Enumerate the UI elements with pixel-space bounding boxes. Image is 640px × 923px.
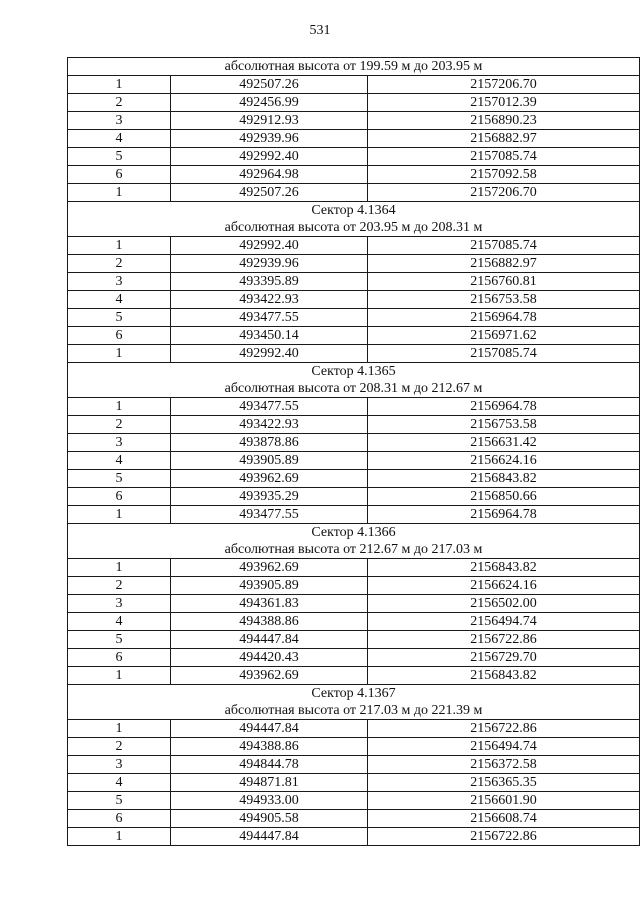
coordinate-x: 493878.86 [171, 434, 368, 452]
coordinate-y: 2156494.74 [368, 613, 640, 631]
coordinate-y: 2157085.74 [368, 237, 640, 255]
table-row [68, 792, 640, 810]
table-row [68, 94, 640, 112]
point-number: 6 [68, 649, 171, 667]
coordinate-y: 2156722.86 [368, 720, 640, 738]
point-number: 2 [68, 738, 171, 756]
coordinate-y: 2156722.86 [368, 631, 640, 649]
coordinate-y: 2156971.62 [368, 327, 640, 345]
coordinate-x: 494447.84 [171, 720, 368, 738]
point-number: 1 [68, 398, 171, 416]
coordinate-x: 494420.43 [171, 649, 368, 667]
coordinate-y: 2157206.70 [368, 76, 640, 94]
coordinate-x: 493962.69 [171, 667, 368, 685]
point-number: 4 [68, 130, 171, 148]
sector-altitude: абсолютная высота от 208.31 м до 212.67 м [224, 381, 483, 396]
point-number: 3 [68, 595, 171, 613]
sector-title: Сектор 4.1366 [311, 525, 396, 540]
coordinate-y: 2156601.90 [368, 792, 640, 810]
coordinate-x: 493477.55 [171, 309, 368, 327]
coordinate-x: 493422.93 [171, 416, 368, 434]
point-number: 1 [68, 184, 171, 202]
table-row [68, 273, 640, 291]
coordinate-x: 493477.55 [171, 506, 368, 524]
point-number: 4 [68, 291, 171, 309]
coordinate-y: 2156608.74 [368, 810, 640, 828]
coordinate-y: 2156631.42 [368, 434, 640, 452]
sector-altitude: абсолютная высота от 212.67 м до 217.03 м [224, 542, 483, 557]
coordinate-x: 493450.14 [171, 327, 368, 345]
point-number: 3 [68, 756, 171, 774]
coordinate-y: 2156964.78 [368, 309, 640, 327]
sector-header-row [68, 524, 640, 559]
coordinate-x: 493905.89 [171, 577, 368, 595]
sector-header-row [68, 363, 640, 398]
sector-title: Сектор 4.1365 [311, 364, 396, 379]
point-number: 2 [68, 416, 171, 434]
coordinate-x: 492456.99 [171, 94, 368, 112]
sector-header [68, 363, 640, 398]
coordinate-x: 493935.29 [171, 488, 368, 506]
coordinate-x: 493477.55 [171, 398, 368, 416]
sector-header [68, 58, 640, 76]
table-row [68, 309, 640, 327]
table-row [68, 434, 640, 452]
point-number: 6 [68, 488, 171, 506]
table-row [68, 506, 640, 524]
point-number: 6 [68, 810, 171, 828]
table-row [68, 184, 640, 202]
table-row [68, 452, 640, 470]
table-row [68, 577, 640, 595]
point-number: 4 [68, 452, 171, 470]
table-row [68, 649, 640, 667]
point-number: 5 [68, 148, 171, 166]
sector-altitude: абсолютная высота от 203.95 м до 208.31 м [224, 220, 483, 235]
coordinate-x: 492939.96 [171, 130, 368, 148]
table-row [68, 595, 640, 613]
table-row [68, 631, 640, 649]
point-number: 2 [68, 255, 171, 273]
table-row [68, 828, 640, 846]
coordinate-x: 494361.83 [171, 595, 368, 613]
coordinate-x: 494871.81 [171, 774, 368, 792]
sector-title: Сектор 4.1367 [311, 686, 396, 701]
coordinate-y: 2156372.58 [368, 756, 640, 774]
coordinate-x: 494447.84 [171, 631, 368, 649]
sector-header [68, 202, 640, 237]
coordinate-y: 2156722.86 [368, 828, 640, 846]
sector-altitude: абсолютная высота от 217.03 м до 221.39 м [224, 703, 483, 718]
table-row [68, 130, 640, 148]
coordinate-y: 2156964.78 [368, 398, 640, 416]
point-number: 1 [68, 76, 171, 94]
point-number: 1 [68, 237, 171, 255]
coordinate-x: 494933.00 [171, 792, 368, 810]
sector-header-row [68, 58, 640, 76]
coordinate-x: 494447.84 [171, 828, 368, 846]
table-row [68, 774, 640, 792]
table-row [68, 148, 640, 166]
coordinate-x: 493395.89 [171, 273, 368, 291]
coordinate-y: 2157206.70 [368, 184, 640, 202]
coordinate-x: 493422.93 [171, 291, 368, 309]
coordinate-x: 494844.78 [171, 756, 368, 774]
point-number: 2 [68, 577, 171, 595]
coordinate-x: 494388.86 [171, 738, 368, 756]
point-number: 2 [68, 94, 171, 112]
table-row [68, 810, 640, 828]
table-row [68, 667, 640, 685]
table-row [68, 738, 640, 756]
sector-header-row [68, 202, 640, 237]
coordinate-x: 494905.58 [171, 810, 368, 828]
table-row [68, 345, 640, 363]
point-number: 1 [68, 828, 171, 846]
table-row [68, 327, 640, 345]
point-number: 6 [68, 327, 171, 345]
coordinate-x: 493962.69 [171, 470, 368, 488]
coordinate-x: 492507.26 [171, 76, 368, 94]
coordinate-y: 2157085.74 [368, 345, 640, 363]
point-number: 1 [68, 559, 171, 577]
point-number: 5 [68, 792, 171, 810]
coordinate-y: 2157092.58 [368, 166, 640, 184]
coordinates-table-body [68, 58, 640, 846]
sector-header [68, 524, 640, 559]
coordinate-x: 492912.93 [171, 112, 368, 130]
coordinate-y: 2156850.66 [368, 488, 640, 506]
point-number: 1 [68, 667, 171, 685]
coordinate-x: 493905.89 [171, 452, 368, 470]
coordinate-y: 2156365.35 [368, 774, 640, 792]
table-row [68, 255, 640, 273]
coordinate-y: 2156753.58 [368, 291, 640, 309]
table-row [68, 112, 640, 130]
point-number: 1 [68, 720, 171, 738]
point-number: 5 [68, 470, 171, 488]
point-number: 5 [68, 631, 171, 649]
coordinate-x: 492992.40 [171, 237, 368, 255]
coordinate-y: 2156624.16 [368, 577, 640, 595]
table-row [68, 398, 640, 416]
coordinate-y: 2156760.81 [368, 273, 640, 291]
coordinate-y: 2156843.82 [368, 559, 640, 577]
coordinate-y: 2156843.82 [368, 470, 640, 488]
point-number: 6 [68, 166, 171, 184]
coordinate-y: 2156964.78 [368, 506, 640, 524]
coordinate-y: 2156624.16 [368, 452, 640, 470]
coordinate-y: 2156882.97 [368, 255, 640, 273]
table-row [68, 559, 640, 577]
table-row [68, 756, 640, 774]
table-row [68, 416, 640, 434]
point-number: 1 [68, 506, 171, 524]
coordinates-table [67, 57, 640, 846]
coordinate-x: 492507.26 [171, 184, 368, 202]
coordinate-y: 2156753.58 [368, 416, 640, 434]
sector-header-row [68, 685, 640, 720]
point-number: 4 [68, 613, 171, 631]
table-row [68, 76, 640, 94]
coordinate-x: 494388.86 [171, 613, 368, 631]
coordinate-y: 2157012.39 [368, 94, 640, 112]
point-number: 4 [68, 774, 171, 792]
coordinate-x: 492964.98 [171, 166, 368, 184]
point-number: 3 [68, 273, 171, 291]
coordinate-y: 2156502.00 [368, 595, 640, 613]
coordinate-y: 2156890.23 [368, 112, 640, 130]
table-row [68, 470, 640, 488]
coordinate-x: 492939.96 [171, 255, 368, 273]
coordinate-x: 492992.40 [171, 148, 368, 166]
coordinate-y: 2156882.97 [368, 130, 640, 148]
point-number: 3 [68, 112, 171, 130]
coordinate-x: 492992.40 [171, 345, 368, 363]
point-number: 1 [68, 345, 171, 363]
table-row [68, 613, 640, 631]
sector-altitude: абсолютная высота от 199.59 м до 203.95 м [224, 59, 483, 74]
point-number: 5 [68, 309, 171, 327]
coordinate-y: 2156494.74 [368, 738, 640, 756]
sector-header [68, 685, 640, 720]
coordinate-x: 493962.69 [171, 559, 368, 577]
table-row [68, 488, 640, 506]
table-row [68, 237, 640, 255]
page-number: 531 [309, 23, 331, 38]
point-number: 3 [68, 434, 171, 452]
table-row [68, 720, 640, 738]
coordinate-y: 2157085.74 [368, 148, 640, 166]
table-row [68, 166, 640, 184]
table-row [68, 291, 640, 309]
coordinate-y: 2156843.82 [368, 667, 640, 685]
sector-title: Сектор 4.1364 [311, 203, 396, 218]
coordinate-y: 2156729.70 [368, 649, 640, 667]
